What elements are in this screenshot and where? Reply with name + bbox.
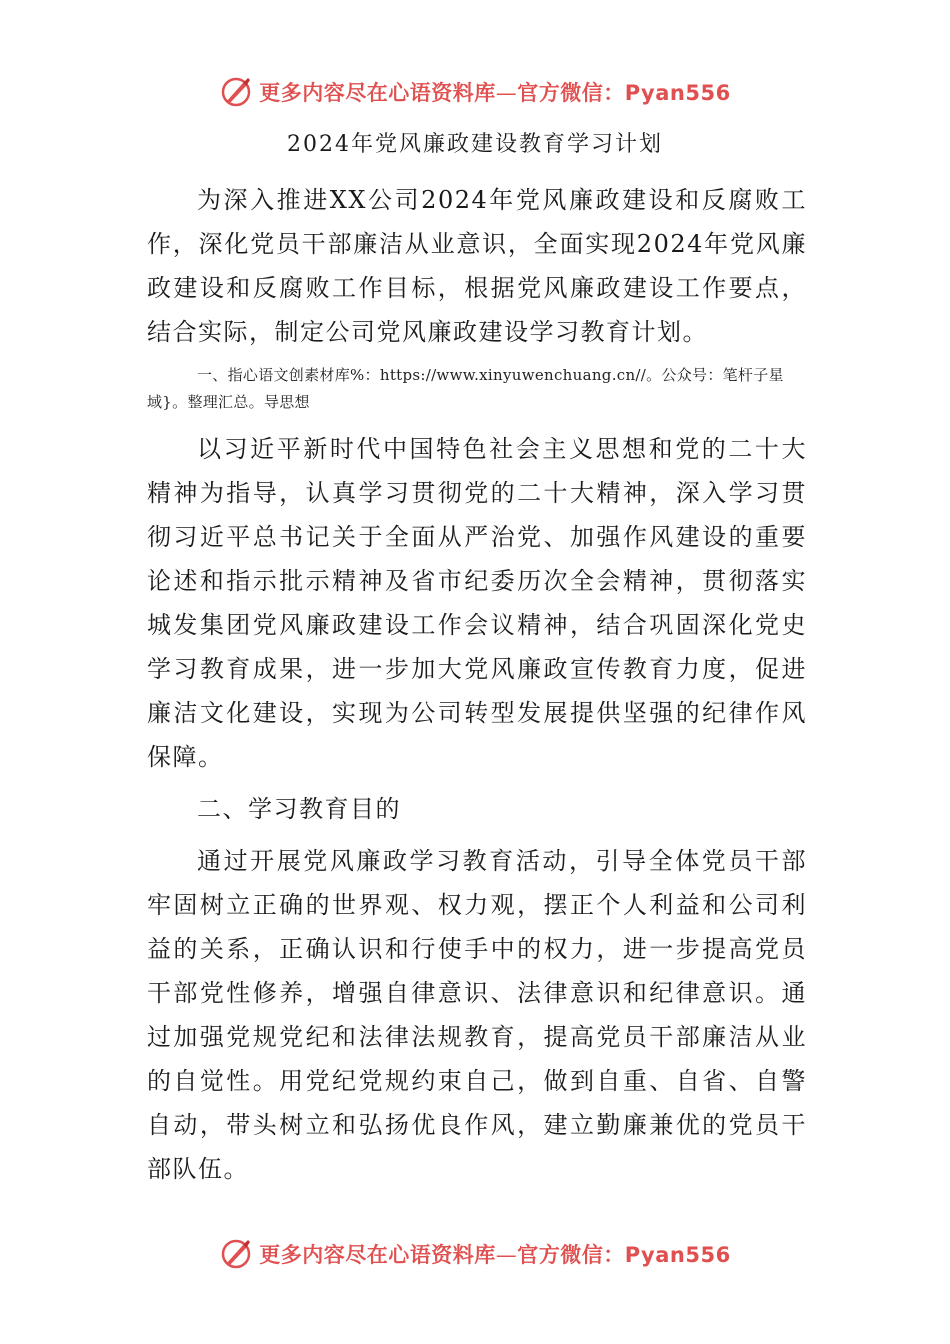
watermark-banner-top [0, 70, 950, 114]
intro-block [147, 178, 807, 354]
section2-block [147, 839, 807, 1191]
section1-block [147, 427, 807, 779]
watermark-text: 更多内容尽在心语资料库—官方微信：Pyan556 [259, 81, 731, 105]
note-block [147, 362, 807, 416]
section2-paragraph: 通过开展党风廉政学习教育活动，引导全体党员干部牢固树立正确的世界观、权力观，摆正个人利益和公司利益的关系，正确认识和行使手中的权力，进一步提高党员干部党性修养，增强自律意识、法律意识和纪律意识。通过加强党规党纪和法律法规教育，提高党员干部廉洁从业的自觉性。用党纪党规约束自己，做到自重、自省、自警自动，带头树立和弘扬优良作风，建立勤廉兼优的党员干部队伍。 [147, 847, 807, 1183]
pen-logo-icon [219, 1237, 253, 1271]
section2-heading: 二、学习教育目的 [197, 795, 401, 823]
document-title: 2024年党风廉政建设教育学习计划 [287, 132, 663, 157]
section2-heading-block [147, 787, 807, 831]
section1-paragraph: 以习近平新时代中国特色社会主义思想和党的二十大精神为指导，认真学习贯彻党的二十大精神，深入学习贯彻习近平总书记关于全面从严治党、加强作风建设的重要论述和指示批示精神及省市纪委历次全会精神，贯彻落实城发集团党风廉政建设工作会议精神，结合巩固深化党史学习教育成果，进一步加大党风廉政宣传教育力度，促进廉洁文化建设，实现为公司转型发展提供坚强的纪律作风保障。 [147, 435, 807, 771]
source-note: 一、指心语文创素材库%：https://www.xinyuwenchuang.cn//。公众号：笔杆子星域}。整理汇总。导思想 [147, 366, 784, 411]
intro-paragraph: 为深入推进XX公司2024年党风廉政建设和反腐败工作，深化党员干部廉洁从业意识，全面实现2024年党风廉政建设和反腐败工作目标，根据党风廉政建设工作要点，结合实际，制定公司党风廉政建设学习教育计划。 [147, 186, 807, 346]
watermark-text: 更多内容尽在心语资料库—官方微信：Pyan556 [259, 1243, 731, 1267]
watermark-banner-bottom [0, 1232, 950, 1276]
pen-logo-icon [219, 75, 253, 109]
